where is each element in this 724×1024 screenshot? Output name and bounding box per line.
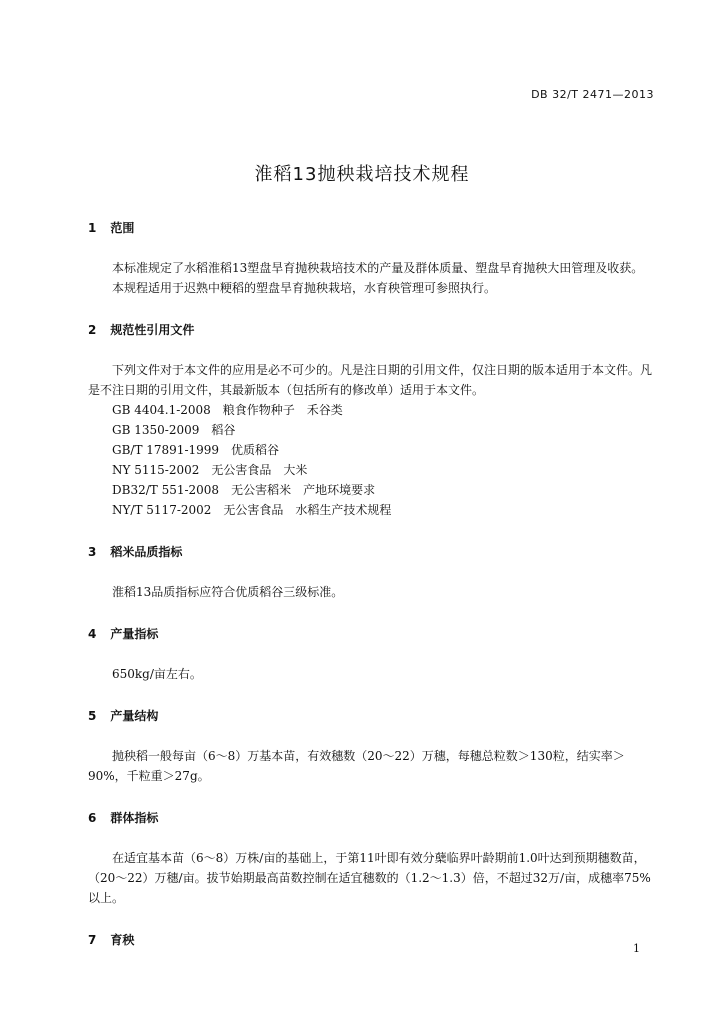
paragraph: 在适宜基本苗（6～8）万株/亩的基础上，于第11叶即有效分蘖临界叶龄期前1.0叶达到预期穗数苗，（20～22）万穗/亩。拔节始期最高苗数控制在适宜穗数的（1.2～1.3）倍，不超过32万/亩，成穗率75%以上。 <box>88 851 651 905</box>
section-title: 产量结构 <box>110 709 159 723</box>
document-code: DB 32/T 2471—2013 <box>531 88 654 101</box>
reference-item: GB 4404.1-2008 粮食作物种子 禾谷类 <box>112 403 343 417</box>
section-heading <box>88 624 660 644</box>
section-number: 2 <box>88 323 97 337</box>
section-title: 稻米品质指标 <box>110 545 183 559</box>
section-number: 6 <box>88 811 97 825</box>
reference-item: GB 1350-2009 稻谷 <box>112 423 236 437</box>
section-title: 育秧 <box>110 933 135 947</box>
section-number: 4 <box>88 627 97 641</box>
section-heading <box>88 706 660 726</box>
reference-item: NY 5115-2002 无公害食品 大米 <box>112 463 308 477</box>
section-heading <box>88 320 660 340</box>
reference-item: DB32/T 551-2008 无公害稻米 产地环境要求 <box>112 483 376 497</box>
section-heading <box>88 542 660 562</box>
document-title: 淮稻13抛秧栽培技术规程 <box>254 164 470 185</box>
section-number: 7 <box>88 933 97 947</box>
section-heading <box>88 218 660 238</box>
paragraph: 本标准规定了水稻淮稻13塑盘旱育抛秧栽培技术的产量及群体质量、塑盘旱育抛秧大田管理及收获。 <box>112 261 644 275</box>
section-title: 规范性引用文件 <box>110 323 195 337</box>
section-heading <box>88 930 660 950</box>
paragraph: 下列文件对于本文件的应用是必不可少的。凡是注日期的引用文件，仅注日期的版本适用于本文件。凡是不注日期的引用文件，其最新版本（包括所有的修改单）适用于本文件。 <box>88 363 653 397</box>
section-title: 产量指标 <box>110 627 159 641</box>
paragraph: 淮稻13品质指标应符合优质稻谷三级标准。 <box>112 585 344 599</box>
page-number: 1 <box>633 942 640 955</box>
paragraph: 650kg/亩左右。 <box>112 667 202 681</box>
paragraph: 本规程适用于迟熟中粳稻的塑盘旱育抛秧栽培，水育秧管理可参照执行。 <box>112 281 497 295</box>
section-title: 范围 <box>110 221 135 235</box>
reference-item: NY/T 5117-2002 无公害食品 水稻生产技术规程 <box>112 503 392 517</box>
section-heading <box>88 808 660 828</box>
paragraph: 抛秧稻一般每亩（6～8）万基本苗，有效穗数（20～22）万穗，每穗总粒数＞130粒，结实率＞90%，千粒重＞27g。 <box>88 749 625 783</box>
document-body <box>88 218 660 950</box>
reference-item: GB/T 17891-1999 优质稻谷 <box>112 443 280 457</box>
section-title: 群体指标 <box>110 811 159 825</box>
section-number: 5 <box>88 709 97 723</box>
section-number: 1 <box>88 221 97 235</box>
section-number: 3 <box>88 545 97 559</box>
